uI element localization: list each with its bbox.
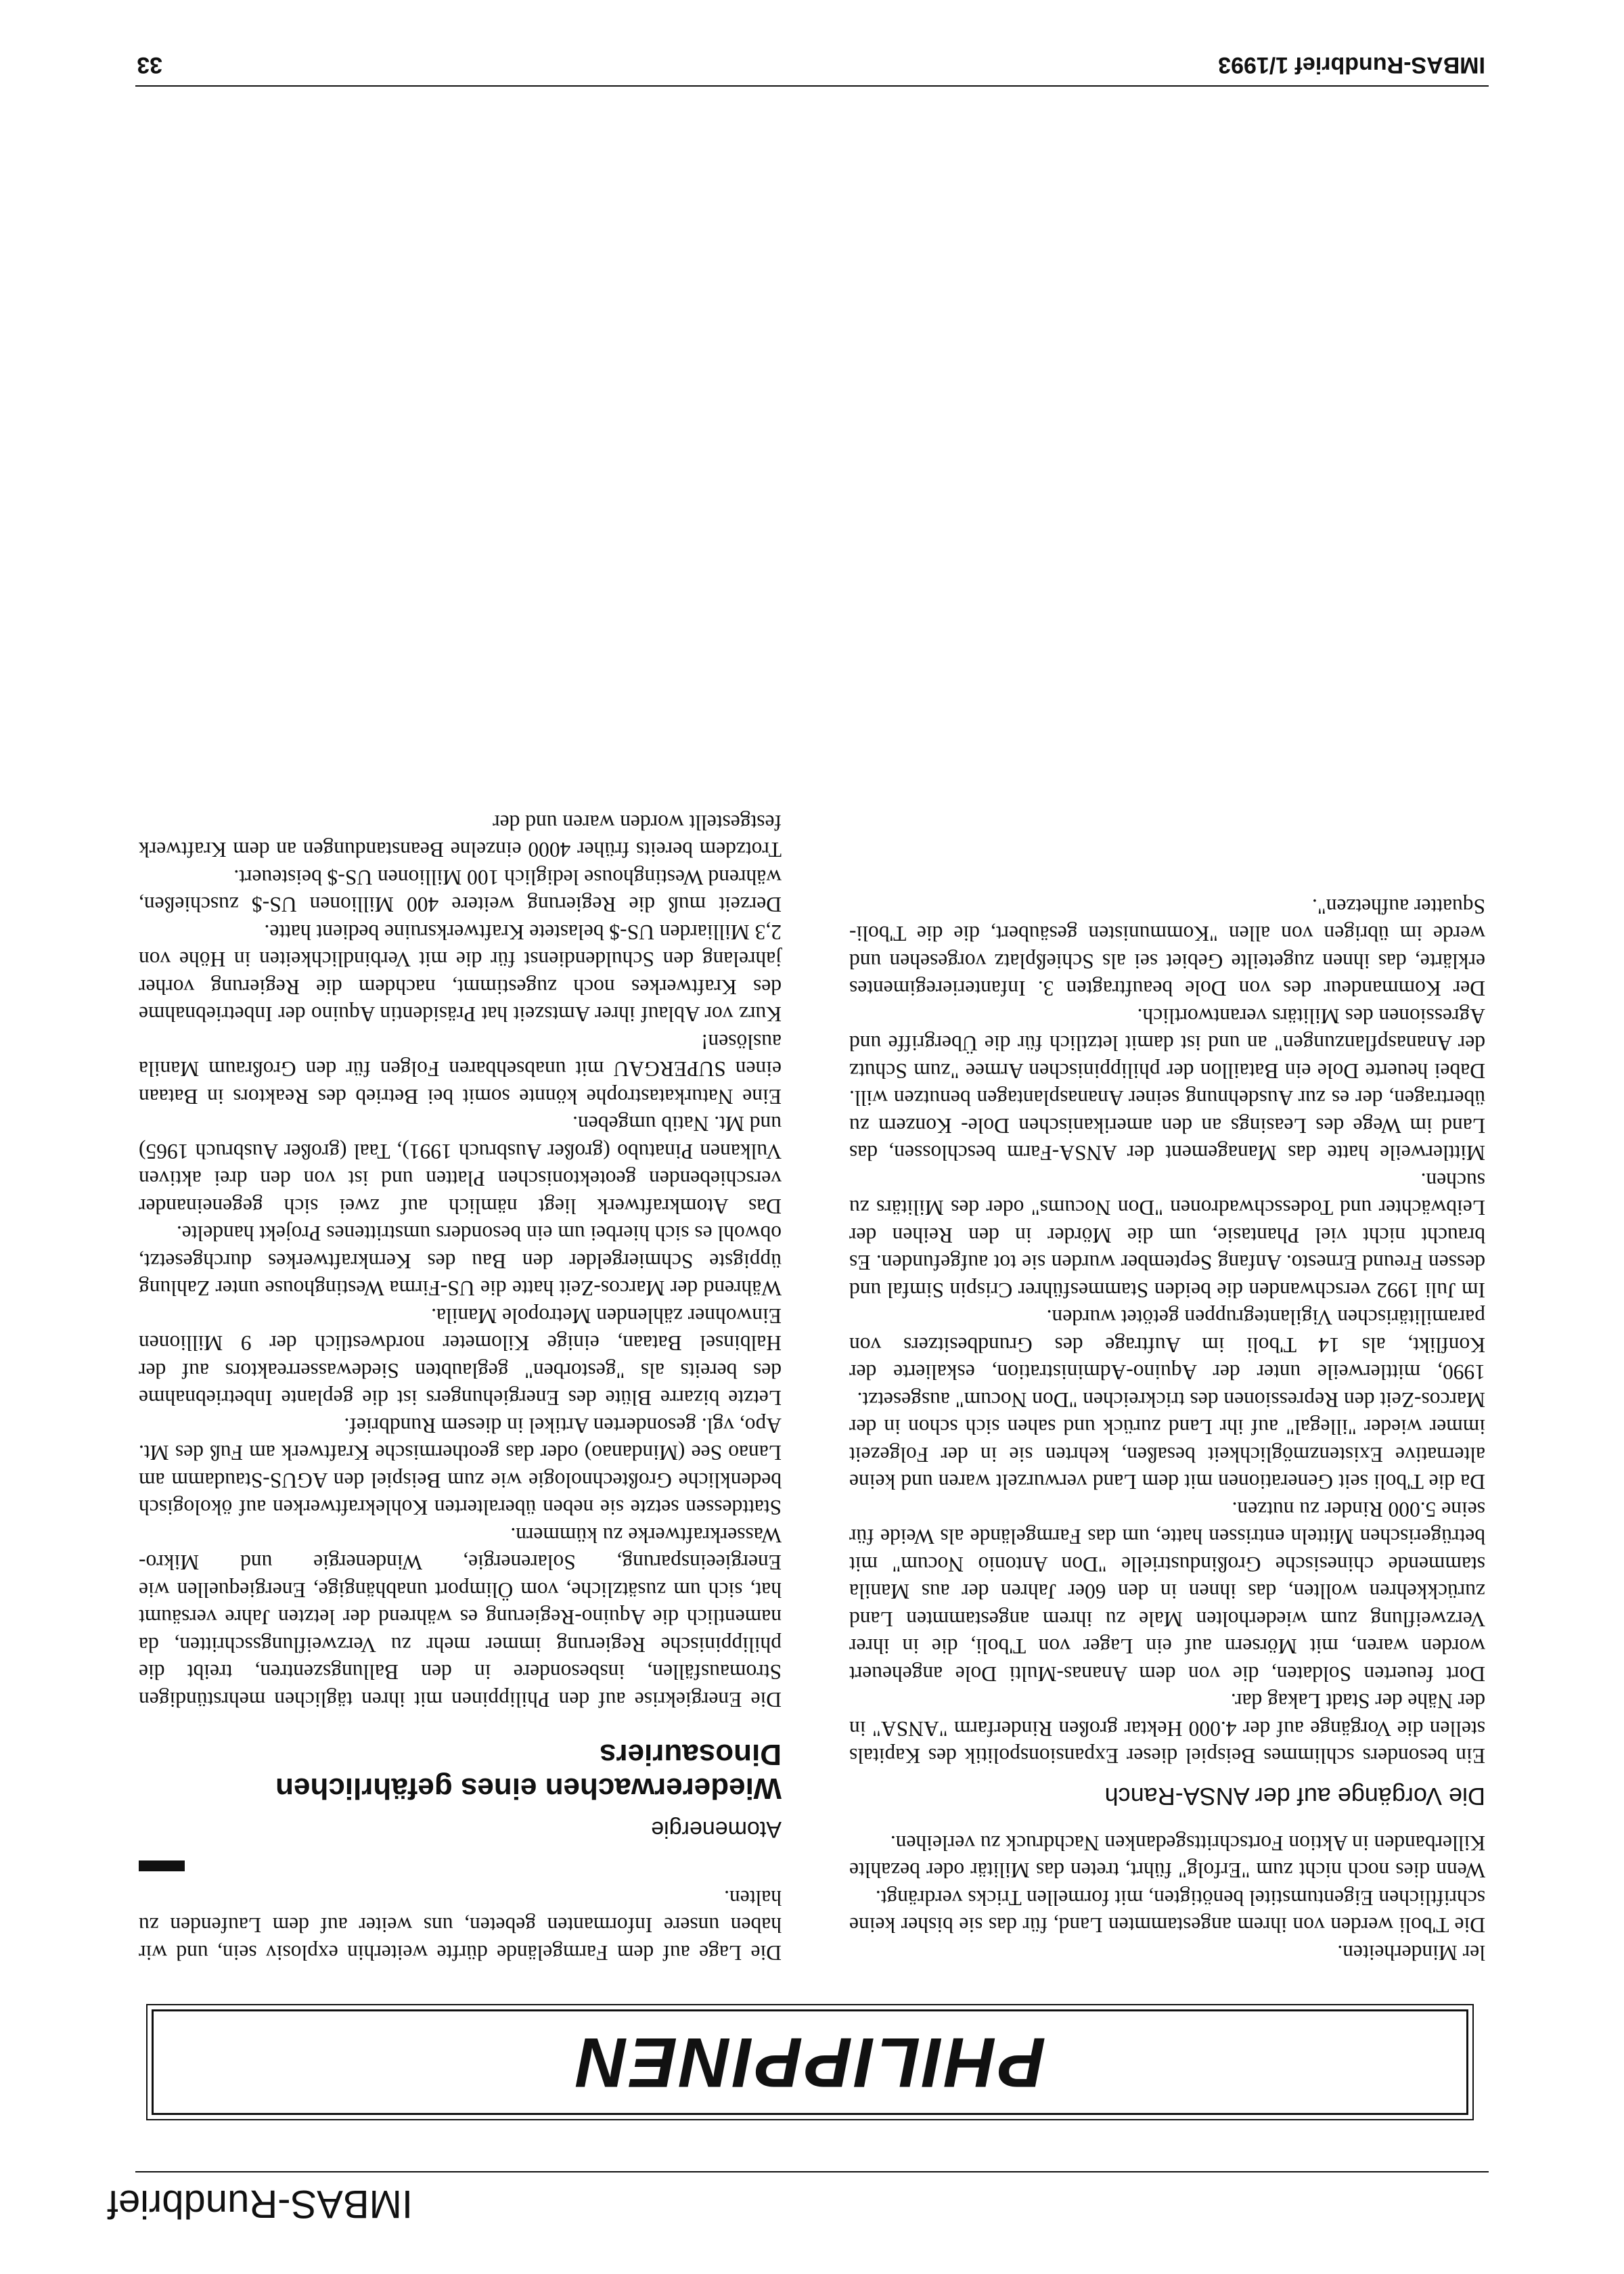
paragraph: Eine Naturkatastrophe könnte somit bei Betrieb des Reaktors in Bataan einen SUPERGAU mit unabsehbaren Folgen für den Großraum Manila auslösen! [139, 1030, 782, 1109]
paragraph: Letzte bizarre Blüte des Energiehungers ist die geplante Inbetriebnahme des bereits als "gestorben" geglaubten Siedewasserreaktors auf der Halbinsel Bataan, einige Kilometer nordwestlich der 9 Millionen Einwohner zählenden Metropole Manila. [139, 1304, 782, 1410]
article-title: Wiedererwachen eines gefährlichen Dinosauriers [275, 1738, 782, 1805]
paragraph: Mittlerweile hatte das Management der ANSA-Farm beschlossen, das Land im Wege des Leasings an den amerikanischen Dole- Konzern zu übertragen, der es zur Ausdehnung seiner Ananasplantagen benutzen will. Dabei heuerte Dole ein Bataillon der philippinischen Armee "zum Schutz der Ananaspflanzungen" an und ist damit letztlich für die Übergriffe und Agressionen des Militärs verantwortlich. [849, 1004, 1485, 1165]
paragraph: Der Kommandeur des von Dole beauftragten 3. Infanterieregimentes erklärte, das ihnen zugeteilte Gebiet sei als Schießplatz vorgesehen und werde im übrigen von allen "Kommunisten gesäubert, die die T'boli-Squatter aufhetzen". [849, 895, 1485, 1001]
paragraph: Während der Marcos-Zeit hatte die US-Firma Westinghouse unter Zahlung üppigste Schmiergelder den Bau des Kernkraftwerkes durchgesetzt, obwohl es sich hierbei um ein besonders umstrittenes Projekt handelte. [139, 1222, 782, 1301]
masthead: IMBAS-Rundbrief [107, 2182, 413, 2226]
end-mark [139, 1861, 185, 1872]
page-number: 33 [137, 52, 162, 78]
paragraph: Die Lage auf dem Farmgelände dürfte weiterhin explosiv sein, und wir haben unsere Informanten gebeten, uns weiter auf dem Laufenden zu halten. [139, 1886, 782, 1965]
subheading: Die Vorgänge auf der ANSA-Ranch [1104, 1783, 1485, 1811]
paragraph: 1990, mittlerweile unter der Aquino-Administration, eskalierte der Konflikt, als 14 T'boli im Auftrage des Grundbesitzers von paramilitärischen Vigilantegruppen getötet wurden. [849, 1306, 1485, 1385]
paragraph: Trotzdem bereits früher 4000 einzelne Beanstandungen an dem Kraftwerk festgestellt worden waren und der [139, 811, 782, 862]
paragraph: Die Energiekrise auf den Philippinen mit ihren täglichen mehrstündigen Stromausfällen, insbesondere in den Ballungszentren, treibt die philippinische Regierung immer mehr zu Verzweiflungsschritten, da namentlich die Aquino-Regierung es während der letzten Jahre versäumt hat, sich um zusätzliche, vom Ölimport unabhängige, Energiequellen wie Energieeinsparung, Solarenergie, Windenergie und Mikro-Wasserkraftwerke zu kümmern. [139, 1523, 782, 1712]
left-column [849, 893, 1485, 1967]
paragraph: Stattdessen setzte sie neben überalterten Kohlekraftwerken auf ökologisch bedenkliche Großtechnologie wie zum Beispiel den AGUS-Staudamm am Lanao See (Mindanao) oder das geothermische Kraftwerk am Fuß des Mt. Apo, vgl. gesonderten Artikel in diesem Rundbrief. [139, 1414, 782, 1520]
paragraph: Da die T'boli seit Generationen mit dem Land verwurzelt waren und keine alternative Existenzmöglichkeit besaßen, kehrten sie in der Folgezeit immer wieder "illegal" auf ihr Land zurück und sahen sich schon in der Marcos-Zeit den Repressionen des trickreichen "Don Nocum" ausgesetzt. [849, 1388, 1485, 1494]
paragraph: Wenn dies noch nicht zum "Erfolg" führt, treten das Militär oder bezahlte Killerbanden in Aktion Fortschrittsgedanken Nachdruck zu verleihen. [849, 1831, 1485, 1883]
masthead-rule [135, 2171, 1489, 2172]
section-title-box [152, 2009, 1468, 2115]
right-column [139, 809, 782, 1967]
section-title: PHILIPPINEN [574, 2023, 1046, 2102]
paragraph: Das Atomkraftwerk liegt nämlich auf zwei sich gegeneinander verschiebenden geotektonischen Platten und ist von den drei aktiven Vulkanen Pinatubo (großer Ausbruch 1991), Taal (großer Ausbruch 1965) und Mt. Natib umgeben. [139, 1112, 782, 1218]
paragraph: Im Juli 1992 verschwanden die beiden Stammesführer Crispin Simfal und dessen Freund Ernesto. Anfang September wurden sie tot aufgefunden. Es braucht nicht viel Phantasie, um die Mörder in den Reihen der Leibwächter und Todesschwadronen "Don Nocums" oder des Militärs zu suchen. [849, 1169, 1485, 1302]
paragraph: ler Minderheiten. [1337, 1941, 1485, 1965]
paragraph: Die T'boli werden von ihrem angestammten Land, für das sie bisher keine schriftlichen Eigentumstitel benötigten, mit formellen Tricks verdrängt. [849, 1886, 1485, 1938]
paragraph: Ein besonders schlimmes Beispiel dieser Expansionspolitik des Kapitals stellen die Vorgänge auf der 4.000 Hektar großen Rinderfarm "ANSA" in der Nähe der Stadt Lakag dar. [849, 1689, 1485, 1768]
paragraph: Dort feuerten Soldaten, die von dem Ananas-Multi Dole angeheuert worden waren, mit Mörsern auf ein Lager von T'boli, die in ihrer Verzweiflung zum wiederholten Male zu ihrem angestammten Land zurückkehren wollten, das ihnen in den 60er Jahren der aus Manila stammende chinesische Großindustrielle "Don Antonio Nocum" mit betrügerischen Mitteln entrissen hatte, um das Farmgelände als Weide für seine 5.000 Rinder zu nutzen. [849, 1498, 1485, 1686]
running-head: IMBAS-Rundbrief 1/1993 [1218, 52, 1485, 78]
header-rule [135, 85, 1489, 87]
section-label: Atomenergie [651, 1816, 782, 1843]
paragraph: Kurz vor Ablauf ihrer Amtszeit hat Präsidentin Aquino der Inbetriebnahme des Kraftwerkes noch zugestimmt, nachdem die Regierung vorher jahrelang den Schuldendienst für die mit Verbindlichkeiten in Höhe von 2,3 Milliarden US-$ belastete Kraftwerksruine bedient hatte. [139, 920, 782, 1027]
paragraph: Derzeit muß die Regierung weitere 400 Millionen US-$ zuschießen, während Westinghouse lediglich 100 Millionen US-$ beisteuert. [139, 866, 782, 917]
